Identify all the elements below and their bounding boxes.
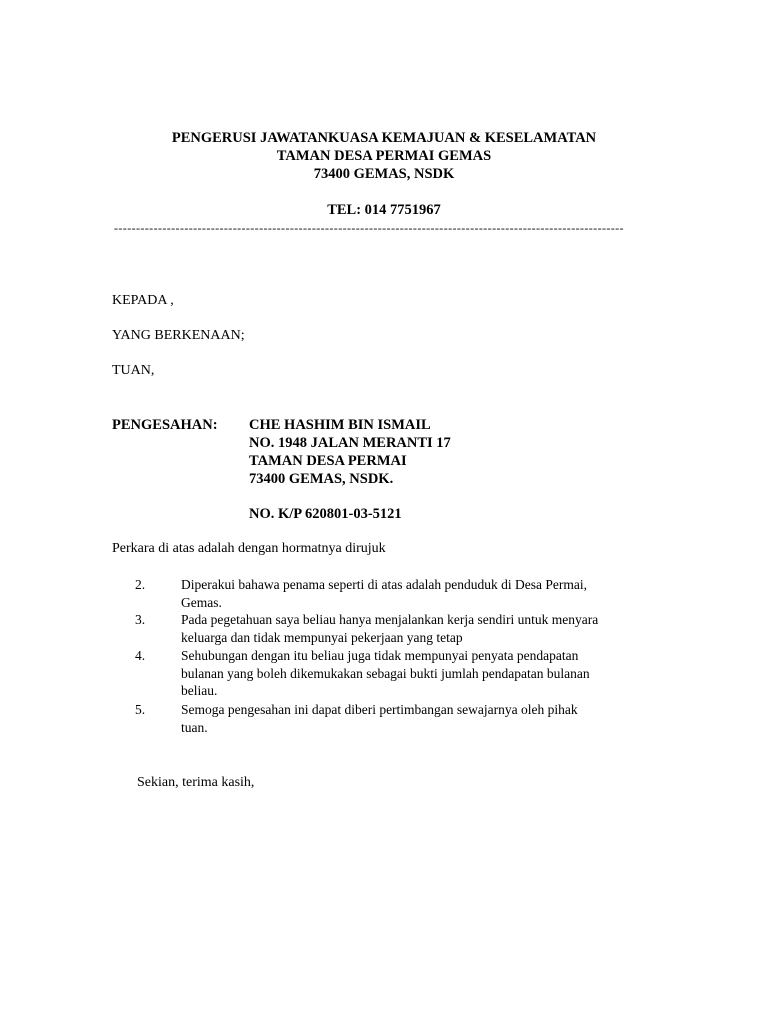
list-item-line: tuan. (181, 719, 208, 735)
subject-address-line3: 73400 GEMAS, NSDK. (249, 471, 394, 487)
list-item-number: 4. (135, 648, 146, 663)
subject-name: CHE HASHIM BIN ISMAIL (249, 417, 431, 433)
letterhead-divider: -------------------------------------------------------------------------------------------------------------------- (114, 221, 624, 235)
subject-label: PENGESAHAN: (112, 417, 218, 433)
intro-paragraph: Perkara di atas adalah dengan hormatnya dirujuk (112, 541, 386, 556)
list-item-line: Gemas. (181, 594, 222, 610)
letterhead-place: TAMAN DESA PERMAI GEMAS (276, 148, 492, 164)
recipient-kepada: KEPADA , (112, 293, 174, 308)
subject-ic-number: NO. K/P 620801-03-5121 (249, 506, 402, 522)
letterhead-telephone: TEL: 014 7751967 (327, 202, 441, 218)
list-item (181, 647, 661, 700)
subject-address-line2: TAMAN DESA PERMAI (249, 453, 407, 469)
list-item-number: 2. (135, 577, 146, 592)
salutation-tuan: TUAN, (112, 363, 155, 378)
list-item-line: Sehubungan dengan itu beliau juga tidak mempunyai penyata pendapatan (181, 648, 579, 663)
list-item (181, 611, 661, 646)
list-item-line: keluarga dan tidak mempunyai pekerjaan yang tetap (181, 629, 463, 645)
letterhead-postcode: 73400 GEMAS, NSDK (313, 166, 455, 182)
list-item-line: Diperakui bahawa penama seperti di atas adalah penduduk di Desa Permai, (181, 577, 587, 592)
list-item-number: 5. (135, 702, 146, 717)
closing-text: Sekian, terima kasih, (137, 775, 255, 790)
list-item-line: beliau. (181, 683, 218, 698)
subject-address-line1: NO. 1948 JALAN MERANTI 17 (249, 435, 451, 451)
letterhead-title: PENGERUSI JAWATANKUASA KEMAJUAN & KESELAMATAN (171, 130, 597, 146)
list-item-number: 3. (135, 612, 146, 627)
list-item (181, 701, 661, 736)
list-item (181, 576, 661, 611)
list-item-line: Semoga pengesahan ini dapat diberi pertimbangan sewajarnya oleh pihak (181, 702, 578, 717)
recipient-yang-berkenaan: YANG BERKENAAN; (112, 328, 245, 343)
list-item-line: Pada pegetahuan saya beliau hanya menjalankan kerja sendiri untuk menyara (181, 612, 599, 627)
list-item-line: bulanan yang boleh dikemukakan sebagai bukti jumlah pendapatan bulanan (181, 665, 590, 681)
